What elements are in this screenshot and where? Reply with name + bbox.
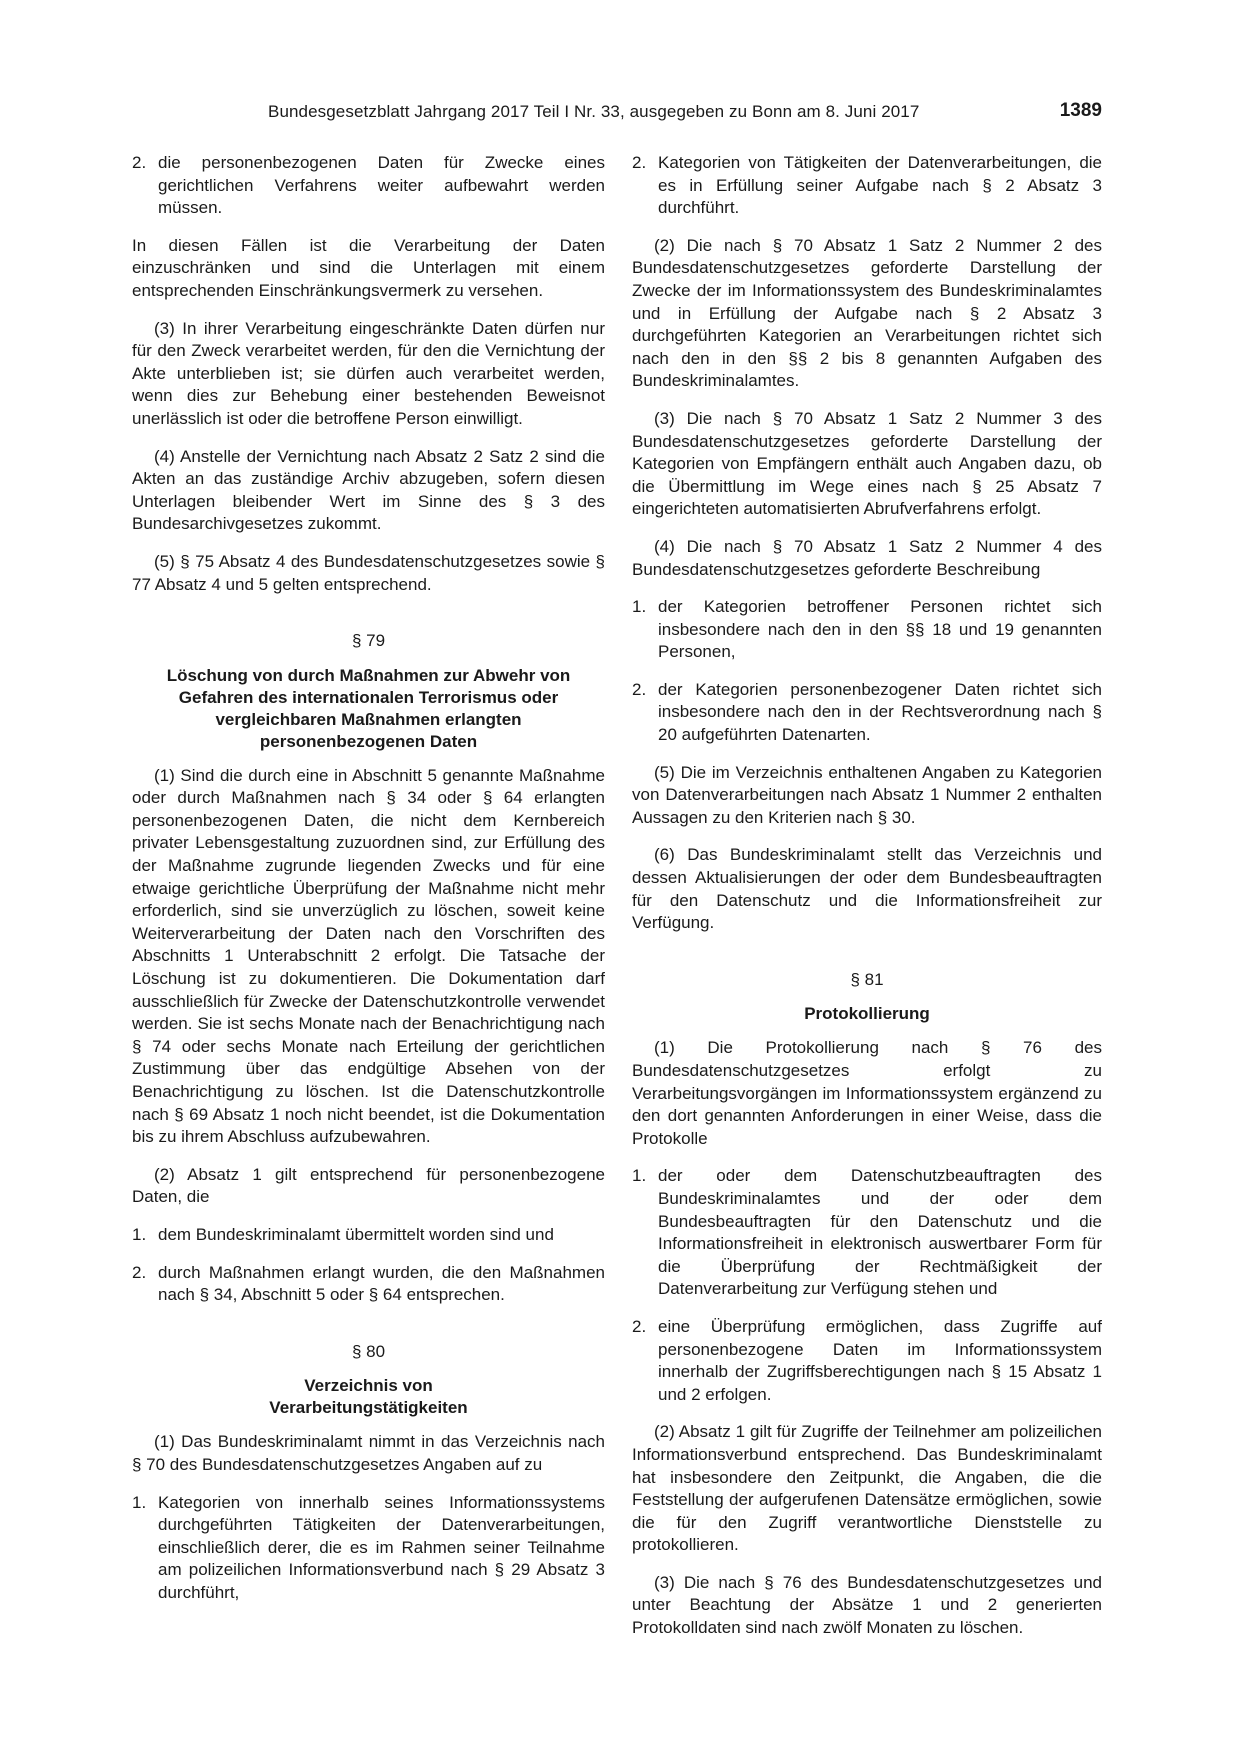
section-title-line: Verarbeitungstätigkeiten: [269, 1398, 468, 1418]
section-title: Löschung von durch Maßnahmen zur Abwehr von Gefahren des internationalen Terrorismus oder vergleichbaren Maßnahmen erlangten personenbezogenen Daten: [166, 665, 571, 751]
list-item-number: 2.: [132, 1262, 147, 1282]
list-item-text: Kategorien von Tätigkeiten der Datenverarbeitungen, die es in Erfüllung seiner Aufgabe nach § 2 Absatz 3 durchführt.: [658, 153, 1102, 218]
list-item-text: die personenbezogenen Daten für Zwecke eines gerichtlichen Verfahrens weiter aufbewahrt werden müssen.: [158, 153, 605, 218]
paragraph: (1) Die Protokollierung nach § 76 des Bundesdatenschutzgesetzes erfolgt zu Verarbeitungsvorgängen im Informationssystem ergänzend zu den dort genannten Anforderungen in einer Weise, dass die Protokolle: [632, 1038, 1102, 1148]
paragraph: (2) Absatz 1 gilt für Zugriffe der Teilnehmer am polizeilichen Informationsverbund entsprechend. Das Bundeskriminalamt hat insbesondere den Zeitpunkt, die Angaben, die die Feststellung der aufgerufenen Datensätze ermöglichen, sowie die für den Zugriff verantwortliche Dienststelle zu protokollieren.: [632, 1422, 1102, 1555]
section-title-line: Verzeichnis von: [304, 1376, 433, 1396]
paragraph: (3) In ihrer Verarbeitung eingeschränkte Daten dürfen nur für den Zweck verarbeitet werden, für den die Vernichtung der Akte unterblieben ist; sie dürfen auch verarbeitet werden, wenn dies zur Behebung einer bestehenden Beweisnot unerlässlich ist oder die betroffene Person einwilligt.: [132, 318, 605, 428]
list-item-text: der Kategorien personenbezogener Daten richtet sich insbesondere nach den in der Rechtsverordnung nach § 20 aufgeführten Datenarten.: [658, 679, 1102, 745]
paragraph: (2) Absatz 1 gilt entsprechend für personenbezogene Daten, die: [132, 1164, 605, 1207]
list-item-number: 2.: [632, 153, 647, 172]
list-item-text: durch Maßnahmen erlangt wurden, die den Maßnahmen nach § 34, Abschnitt 5 oder § 64 entsprechen.: [158, 1262, 605, 1305]
header-title: Bundesgesetzblatt Jahrgang 2017 Teil I Nr. 33, ausgegeben zu Bonn am 8. Juni 2017: [268, 102, 920, 121]
list-item-text: eine Überprüfung ermöglichen, dass Zugriffe auf personenbezogene Daten im Informationssystem innerhalb der Zugriffsberechtigungen nach § 15 Absatz 1 und 2 erfolgen.: [658, 1316, 1102, 1404]
paragraph: (4) Die nach § 70 Absatz 1 Satz 2 Nummer 4 des Bundesdatenschutzgesetzes geforderte Beschreibung: [632, 536, 1102, 579]
list-item-number: 1.: [132, 1224, 147, 1244]
paragraph: In diesen Fällen ist die Verarbeitung der Daten einzuschränken und sind die Unterlagen mit einem entsprechenden Einschränkungsvermerk zu versehen.: [132, 235, 605, 300]
list-item: [632, 152, 1102, 220]
list-item: [632, 1165, 1102, 1301]
section-number: § 79: [351, 631, 386, 651]
paragraph: (6) Das Bundeskriminalamt stellt das Verzeichnis und dessen Aktualisierungen der oder dem Bundesbeauftragten für den Datenschutz und die Informationsfreiheit zur Verfügung.: [632, 845, 1102, 933]
list-item: [132, 1224, 605, 1247]
list-item-number: 2.: [132, 153, 147, 172]
paragraph: (5) § 75 Absatz 4 des Bundesdatenschutzgesetzes sowie § 77 Absatz 4 und 5 gelten entsprechend.: [132, 551, 605, 594]
page-number: 1389: [1059, 100, 1102, 121]
paragraph: (3) Die nach § 70 Absatz 1 Satz 2 Nummer 3 des Bundesdatenschutzgesetzes geforderte Darstellung der Kategorien von Empfängern enthält auch Angaben dazu, ob die Übermittlung im Wege eines nach § 25 Absatz 7 eingerichteten automatisierten Abrufverfahrens erfolgt.: [632, 408, 1102, 519]
paragraph: (5) Die im Verzeichnis enthaltenen Angaben zu Kategorien von Datenverarbeitungen nach Absatz 1 Nummer 2 enthalten Aussagen zu den Kriterien nach § 30.: [632, 762, 1102, 827]
list-item-number: 1.: [632, 1166, 647, 1186]
paragraph: (3) Die nach § 76 des Bundesdatenschutzgesetzes und unter Beachtung der Absätze 1 und 2 generierten Protokolldaten sind nach zwölf Monaten zu löschen.: [632, 1572, 1102, 1638]
list-item-number: 2.: [632, 1316, 647, 1336]
paragraph: (2) Die nach § 70 Absatz 1 Satz 2 Nummer 2 des Bundesdatenschutzgesetzes geforderte Darstellung der Zwecke der im Informationssystem des Bundeskriminalamtes und in Erfüllung der Aufgabe nach § 2 Absatz 3 durchgeführten Kategorien an Verarbeitungen richtet sich nach den in den §§ 2 bis 8 genannten Aufgaben des Bundeskriminalamtes.: [632, 235, 1102, 391]
paragraph: (1) Sind die durch eine in Abschnitt 5 genannte Maßnahme oder durch Maßnahmen nach § 34 oder § 64 erlangten personenbezogenen Daten, die nicht dem Kernbereich privater Lebensgestaltung zuzuordnen sind, zur Erfüllung des der Maßnahme zugrunde liegenden Zwecks und für eine etwaige gerichtliche Überprüfung der Maßnahme nicht mehr erforderlich, sind sie unverzüglich zu löschen, soweit keine Weiterverarbeitung der Daten nach den Vorschriften des Abschnitts 1 Unterabschnitt 2 erfolgt. Die Tatsache der Löschung ist zu dokumentieren. Die Dokumentation darf ausschließlich für Zwecke der Datenschutzkontrolle verwendet werden. Sie ist sechs Monate nach der Benachrichtigung nach § 74 oder sechs Monate nach Erteilung der gerichtlichen Zustimmung über das endgültige Absehen von der Benachrichtigung zu löschen. Ist die Datenschutzkontrolle nach § 69 Absatz 1 noch nicht beendet, ist die Dokumentation bis zu ihrem Abschluss aufzubewahren.: [132, 765, 605, 1147]
list-item: [132, 152, 605, 220]
section-title: Protokollierung: [804, 1004, 930, 1024]
list-item-number: 1.: [632, 597, 647, 617]
left-column: [132, 152, 605, 1620]
list-item: [132, 1492, 605, 1605]
list-item-text: der Kategorien betroffener Personen richtet sich insbesondere nach den in den §§ 18 und 19 genannten Personen,: [658, 597, 1102, 662]
section-title: [132, 1375, 605, 1419]
list-item: [132, 1262, 605, 1307]
list-item-text: der oder dem Datenschutzbeauftragten des Bundeskriminalamtes und der oder dem Bundesbeauftragten für den Datenschutz und die Informationsfreiheit in elektronisch auswertbarer Form für die Überprüfung der Rechtmäßigkeit der Datenverarbeitung zur Verfügung stehen und: [658, 1166, 1102, 1299]
section-number: § 81: [850, 969, 884, 989]
section-number: § 80: [351, 1341, 386, 1361]
right-column: [632, 152, 1102, 1655]
paragraph: (4) Anstelle der Vernichtung nach Absatz 2 Satz 2 sind die Akten an das zuständige Archiv abzugeben, sofern diesen Unterlagen bleibender Wert im Sinne des § 3 des Bundesarchivgesetzes zukommt.: [132, 446, 605, 534]
list-item-text: Kategorien von innerhalb seines Informationssystems durchgeführten Tätigkeiten der Datenverarbeitungen, einschließlich derer, die es im Rahmen seiner Teilnahme am polizeilichen Informationsverbund nach § 29 Absatz 3 durchführt,: [158, 1492, 605, 1602]
page-header: [130, 100, 1102, 130]
list-item-number: 1.: [132, 1492, 147, 1512]
paragraph: (1) Das Bundeskriminalamt nimmt in das Verzeichnis nach § 70 des Bundesdatenschutzgesetzes Angaben auf zu: [132, 1432, 605, 1474]
list-item-number: 2.: [632, 679, 647, 699]
list-item: [632, 596, 1102, 664]
list-item: [632, 1316, 1102, 1406]
list-item-text: dem Bundeskriminalamt übermittelt worden sind und: [158, 1224, 554, 1244]
list-item: [632, 679, 1102, 747]
